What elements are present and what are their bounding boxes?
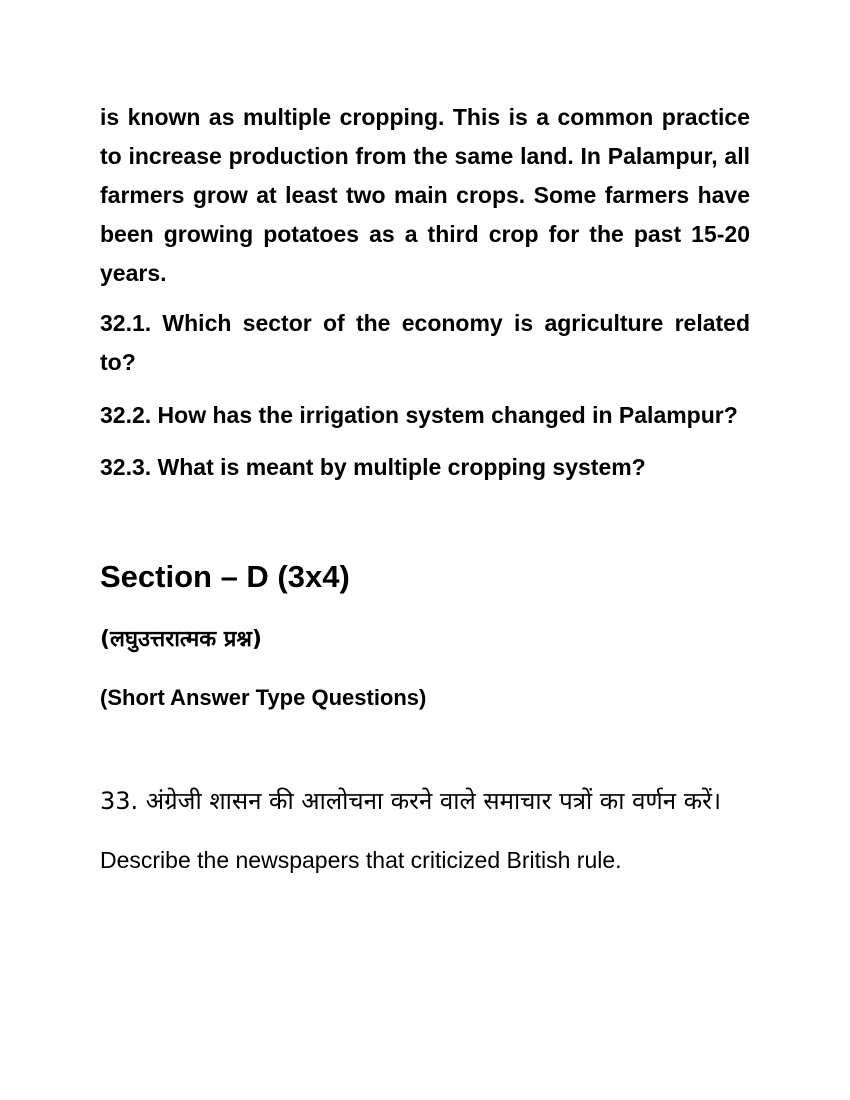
question-33-hindi: 33. अंग्रेजी शासन की आलोचना करने वाले समाचार पत्रों का वर्णन करें। xyxy=(100,787,722,815)
passage-text: is known as multiple cropping. This is a common practice to increase production from the same land. In Palampur, all farmers grow at least two main crops. Some farmers have been growing potatoes as a third crop for the past 15-20 years. xyxy=(100,104,750,286)
section-subtitle-hindi: (लघुउत्तरात्मक प्रश्न) xyxy=(100,627,262,652)
question-33-english: Describe the newspapers that criticized British rule. xyxy=(100,847,622,873)
section-title: Section – D (3x4) xyxy=(100,559,350,594)
question-32-2: 32.2. How has the irrigation system changed in Palampur? xyxy=(100,402,738,428)
document-page xyxy=(100,98,750,878)
section-subtitle-english: (Short Answer Type Questions) xyxy=(100,685,427,710)
question-32-1: 32.1. Which sector of the economy is agriculture related to? xyxy=(100,310,750,375)
question-32-3: 32.3. What is meant by multiple cropping system? xyxy=(100,454,646,480)
